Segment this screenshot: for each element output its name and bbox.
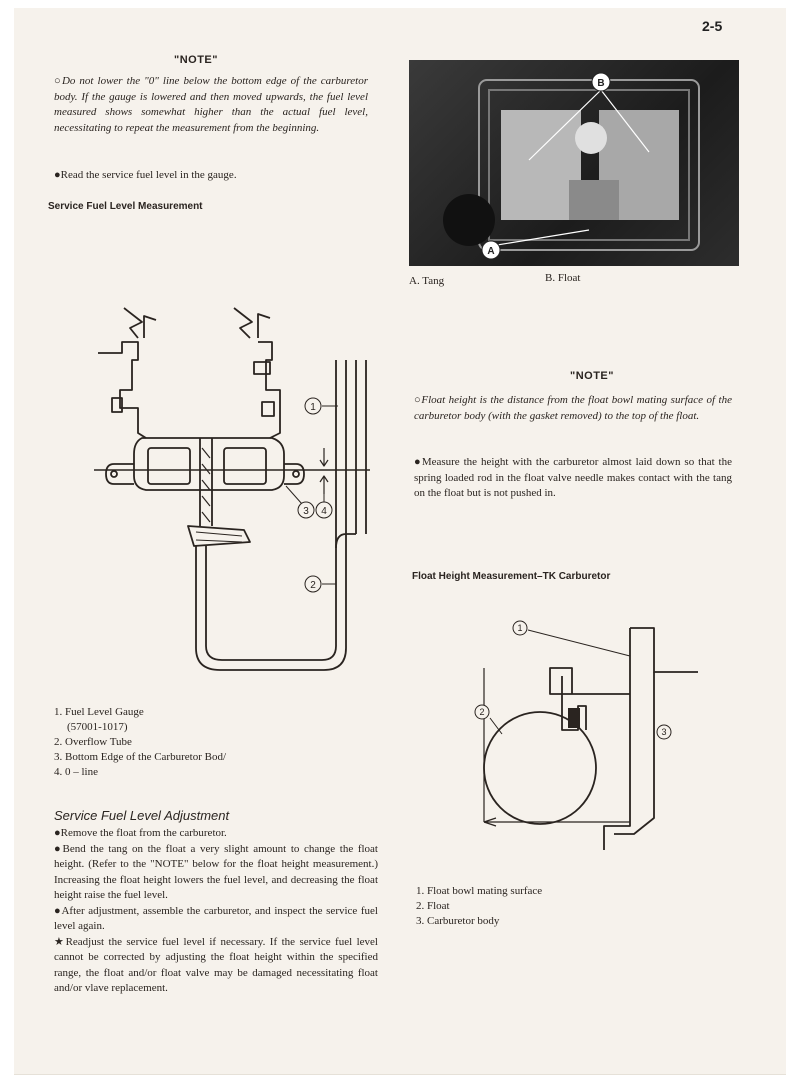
figure-title-float-height: Float Height Measurement–TK Carburetor: [412, 571, 611, 582]
note-heading: "NOTE": [174, 54, 218, 66]
manual-page: [14, 8, 786, 1075]
adjustment-step: ●Remove the float from the carburetor.: [54, 827, 227, 839]
legend-item: (57001-1017): [67, 721, 128, 733]
callout-4: 4: [321, 506, 327, 517]
legend-item: 2. Overflow Tube: [54, 736, 132, 748]
section-heading-adjustment: Service Fuel Level Adjustment: [54, 808, 230, 823]
note-heading: "NOTE": [570, 370, 614, 382]
photo-marker-a: A: [487, 246, 495, 257]
adjustment-step: ●After adjustment, assemble the carburetor, and inspect the service fuel level again.: [54, 904, 378, 932]
legend-item: 3. Carburetor body: [416, 915, 500, 927]
figure-title-fuel-level: Service Fuel Level Measurement: [48, 201, 203, 212]
callout-1: 1: [310, 402, 316, 413]
adjustment-step: ★Readjust the service fuel level if necessary. If the service fuel level cannot be corrected by adjusting the float height within the specified range, the float and/or float valve may be damaged necessitating float and/or vlave replacement.: [54, 935, 378, 994]
float-height-diagram: [454, 608, 724, 868]
callout-2: 2: [310, 580, 316, 591]
legend-item: 2. Float: [416, 900, 450, 912]
note-text: ○Float height is the distance from the float bowl mating surface of the carburetor body (with the gasket removed) to the top of the float.: [414, 394, 732, 422]
adjustment-steps: [54, 826, 378, 997]
legend-item: 1. Float bowl mating surface: [416, 885, 543, 897]
callout-2: 2: [479, 707, 485, 717]
legend-item: 4. 0 – line: [54, 766, 98, 778]
adjustment-step: ●Bend the tang on the float a very slight amount to change the float height. (Refer to the "NOTE" below for the float height measurement.) Increasing the float height lowers the fuel level, and decreasing the float height raise the fuel level.: [54, 842, 378, 901]
callout-3: 3: [303, 506, 309, 517]
fuel-level-gauge-diagram: [84, 298, 374, 698]
photo-marker-b: B: [597, 78, 605, 89]
figure-legend-float-height: [416, 884, 542, 929]
callout-3: 3: [661, 727, 667, 737]
callout-1: 1: [517, 623, 523, 633]
legend-item: 1. Fuel Level Gauge: [54, 706, 144, 718]
measure-instruction: ●Measure the height with the carburetor almost laid down so that the spring loaded rod in the float valve needle makes contact with the tang on the float but is not pushed in.: [414, 456, 732, 499]
carburetor-photo: [409, 60, 739, 266]
read-gauge-instruction: ●Read the service fuel level in the gauge.: [54, 169, 237, 181]
photo-caption-b: B. Float: [545, 272, 581, 284]
photo-caption-a: A. Tang: [409, 275, 445, 287]
figure-legend-fuel-level: [54, 705, 344, 780]
note-text: ○Do not lower the "0" line below the bottom edge of the carburetor body. If the gauge is lowered and then moved upwards, the fuel level measured shows somewhat higher than the actual fuel level, necessitating to repeat the measurement from the beginning.: [54, 75, 368, 134]
legend-item: 3. Bottom Edge of the Carburetor Bod/: [54, 751, 226, 763]
page-number: 2-5: [702, 18, 723, 34]
